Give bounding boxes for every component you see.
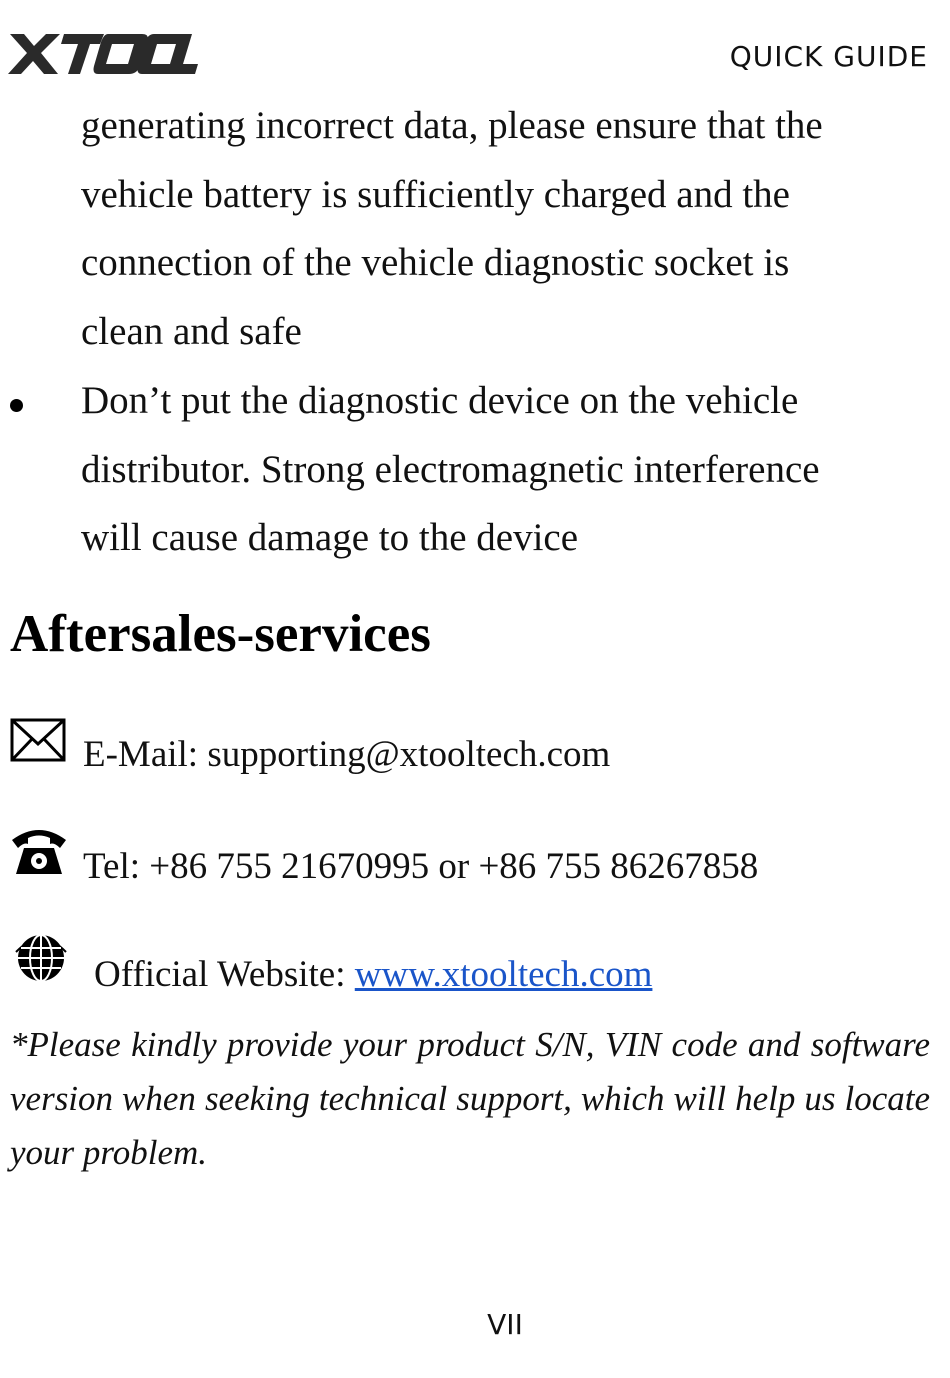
header-title: QUICK GUIDE <box>729 40 928 73</box>
website-line <box>94 953 652 996</box>
bullet-icon <box>10 399 23 412</box>
continued-paragraph <box>81 92 931 366</box>
support-note: *Please kindly provide your product S/N, VIN code and software version when seeking technical support, which will help us locate your problem. <box>10 1025 930 1172</box>
page-number: VII <box>487 1308 523 1341</box>
bullet-paragraph <box>81 367 931 573</box>
envelope-icon <box>10 718 66 762</box>
text-line: vehicle battery is sufficiently charged and the <box>81 172 790 216</box>
text-line: generating incorrect data, please ensure that the <box>81 104 823 147</box>
section-heading: Aftersales-services <box>10 605 431 663</box>
website-link[interactable]: www.xtooltech.com <box>354 954 653 995</box>
text-line: will cause damage to the device <box>81 516 579 559</box>
email-text: E-Mail: supporting@xtooltech.com <box>83 734 611 775</box>
xtool-logo <box>8 26 198 78</box>
text-line: connection of the vehicle diagnostic socket is <box>81 241 790 284</box>
text-line: clean and safe <box>81 309 302 353</box>
website-label: Official Website: <box>94 954 355 995</box>
tel-text: Tel: +86 755 21670995 or +86 755 86267858 <box>83 846 759 887</box>
text-line: distributor. Strong electromagnetic interference <box>81 447 820 491</box>
globe-icon <box>8 928 74 984</box>
page-header <box>0 0 950 90</box>
text-line: Don’t put the diagnostic device on the vehicle <box>81 379 799 422</box>
telephone-icon <box>10 824 68 876</box>
